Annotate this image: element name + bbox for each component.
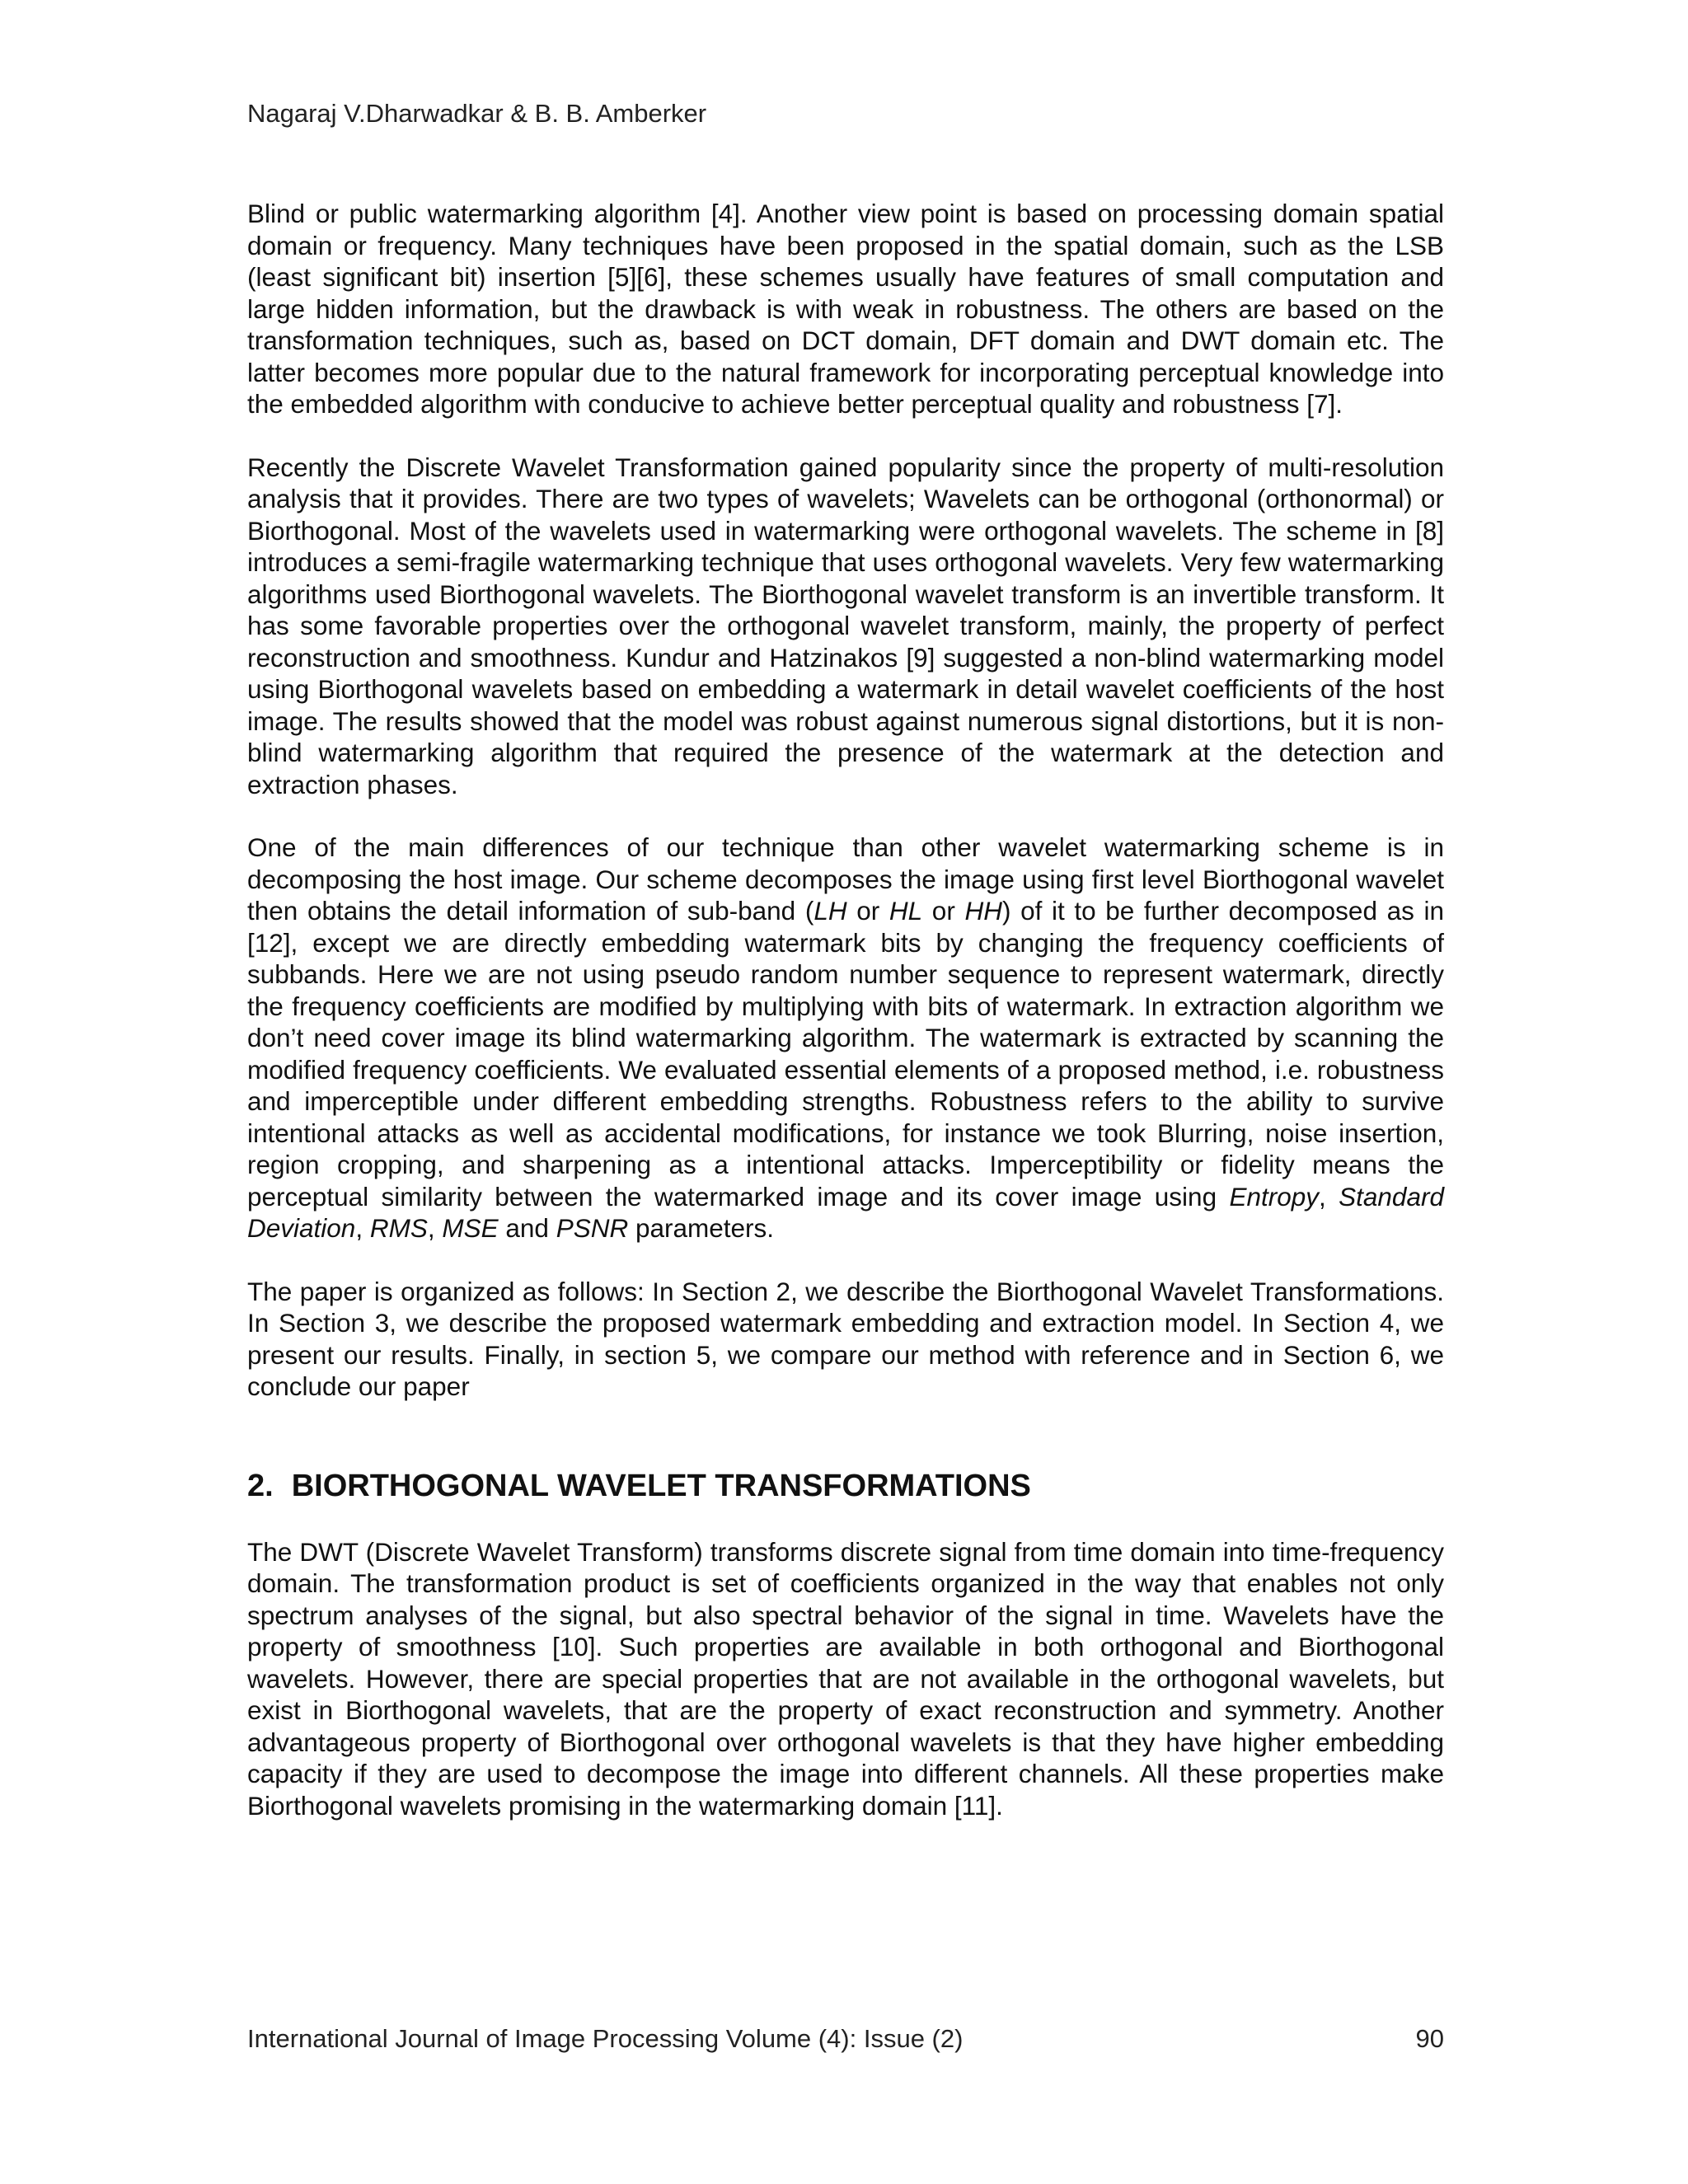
term-lh: LH [814, 896, 847, 926]
text-run: , [355, 1213, 370, 1243]
term-hh: HH [964, 896, 1002, 926]
section-number: 2. [247, 1468, 274, 1503]
journal-info: International Journal of Image Processing Volume (4): Issue (2) [247, 2024, 964, 2053]
page-number: 90 [1415, 2024, 1444, 2053]
text-run: or [846, 896, 889, 926]
term-standard-deviation: Standard Deviation [247, 1181, 1444, 1243]
paragraph-dwt-biorthogonal: Recently the Discrete Wavelet Transformation gained popularity since the property of multi-resolution analysis that it provides. There are two types of wavelets; Wavelets can be orthogonal (orthonormal) or Biorthogonal. Most of the wavelets used in watermarking were orthogonal wavelets. The scheme in [8] introduces a semi-fragile watermarking technique that uses orthogonal wavelets. Very few watermarking algorithms used Biorthogonal wavelets. The Biorthogonal wavelet transform is an invertible transform. It has some favorable properties over the orthogonal wavelet transform, mainly, the property of perfect reconstruction and smoothness. Kundur and Hatzinakos [9] suggested a non-blind watermarking model using Biorthogonal wavelets based on embedding a watermark in detail wavelet coefficients of the host image. The results showed that the model was robust against numerous signal distortions, but it is non-blind watermarking algorithm that required the presence of the watermark at the detection and extraction phases. [247, 452, 1444, 799]
paragraph-dwt-description: The DWT (Discrete Wavelet Transform) transforms discrete signal from time domain into time-frequency domain. The transformation product is set of coefficients organized in the way that enables not only spectrum analyses of the signal, but also spectral behavior of the signal in time. Wavelets have the property of smoothness [10]. Such properties are available in both orthogonal and Biorthogonal wavelets. However, there are special properties that are not available in the orthogonal wavelets, but exist in Biorthogonal wavelets, that are the property of exact reconstruction and symmetry. Another advantageous property of Biorthogonal over orthogonal wavelets is that they have higher embedding capacity if they are used to decompose the image into different channels. All these properties make Biorthogonal wavelets promising in the watermarking domain [11]. [247, 1536, 1444, 1821]
text-run: parameters. [628, 1213, 775, 1243]
term-rms: RMS [369, 1213, 428, 1243]
text-run: or [922, 896, 965, 926]
text-run: One of the main differences of our technique than other wavelet watermarking scheme is in decomposing the host image. Our scheme decomposes the image using first level Biorthogonal wavelet then obtains the detail information of sub-band ( [247, 832, 1444, 926]
section-heading [247, 1467, 1444, 1505]
text-run: and [498, 1213, 556, 1243]
term-psnr: PSNR [556, 1213, 629, 1243]
term-hl: HL [889, 896, 923, 926]
running-footer [247, 2022, 1444, 2055]
text-run: , [427, 1213, 443, 1243]
term-mse: MSE [442, 1213, 499, 1243]
text-run: ) of it to be further decomposed as in [12], except we are directly embedding watermark bits by changing the frequency coefficients of subbands. Here we are not using pseudo random number sequence to represent watermark, directly the frequency coefficients are modified by multiplying with bits of watermark. In extraction algorithm we don’t need cover image its blind watermarking algorithm. The watermark is extracted by scanning the modified frequency coefficients. We evaluated essential elements of a proposed method, i.e. robustness and imperceptible under different embedding strengths. Robustness refers to the ability to survive intentional attacks as well as accidental modifications, for instance we took Blurring, noise insertion, region cropping, and sharpening as a intentional attacks. Imperceptibility or fidelity means the perceptual similarity between the watermarked image and its cover image using [247, 896, 1445, 1212]
paragraph-our-technique [247, 832, 1444, 1244]
section-title: BIORTHOGONAL WAVELET TRANSFORMATIONS [291, 1468, 1031, 1503]
term-entropy: Entropy [1229, 1181, 1320, 1212]
paragraph-intro-domains: Blind or public watermarking algorithm [4]. Another view point is based on processing domain spatial domain or frequency. Many techniques have been proposed in the spatial domain, such as the LSB (least significant bit) insertion [5][6], these schemes usually have features of small computation and large hidden information, but the drawback is with weak in robustness. The others are based on the transformation techniques, such as, based on DCT domain, DFT domain and DWT domain etc. The latter becomes more popular due to the natural framework for incorporating perceptual knowledge into the embedded algorithm with conducive to achieve better perceptual quality and robustness [7]. [247, 199, 1444, 419]
paragraph-organization: The paper is organized as follows: In Section 2, we describe the Biorthogonal Wavelet Transformations. In Section 3, we describe the proposed watermark embedding and extraction model. In Section 4, we present our results. Finally, in section 5, we compare our method with reference and in Section 6, we conclude our paper [247, 1276, 1444, 1401]
body-text [247, 198, 1444, 1853]
paper-page [247, 0, 1444, 2184]
text-run: , [1319, 1181, 1339, 1212]
running-header-authors: Nagaraj V.Dharwadkar & B. B. Amberker [247, 99, 707, 128]
